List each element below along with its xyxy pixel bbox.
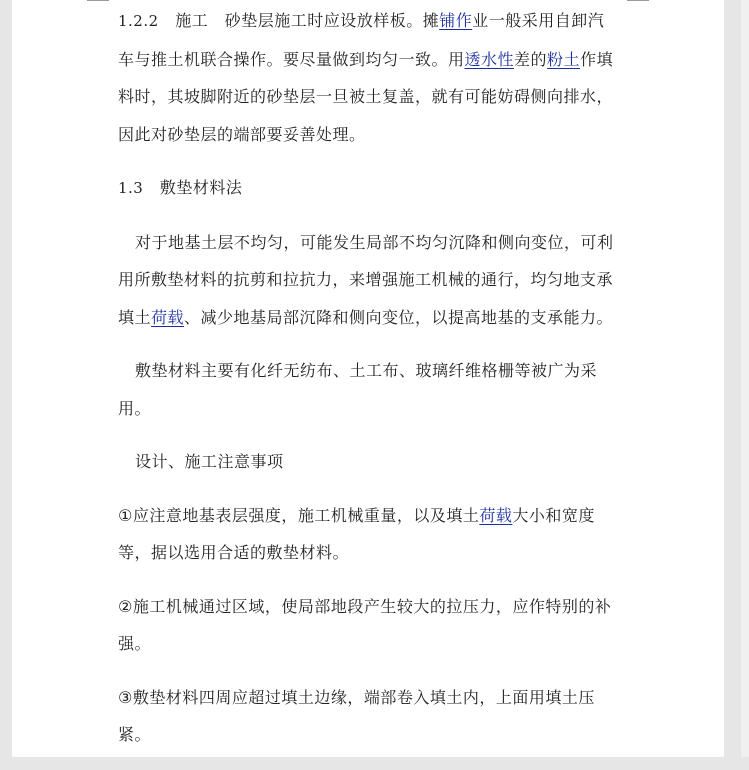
paragraph-note-3: ③敷垫材料四周应超过填土边缘，端部卷入填土内，上面用填土压紧。 xyxy=(118,687,595,744)
document-body xyxy=(118,2,618,770)
paragraph-text: 大小和宽度等，据以选用合适的敷垫材料。 xyxy=(118,505,595,562)
link-permeability[interactable]: 透水性 xyxy=(464,49,515,69)
section-number: 1.2.2 xyxy=(118,12,159,30)
paragraph-text: 业一般采用自卸汽车与推土机联合操作。要尽量做到均匀一致。用 xyxy=(118,11,605,69)
paragraph-uneven-ground xyxy=(118,224,618,337)
paragraph-text: 作填料时，其坡脚附近的砂垫层一旦被土复盖，就有可能妨碍侧向排水，因此对砂垫层的端部要妥善处理。 xyxy=(118,49,614,144)
link-pave[interactable]: 铺作 xyxy=(439,11,473,30)
paragraph-text: 、减少地基局部沉降和侧向变位，以提高地基的支承能力。 xyxy=(184,307,614,327)
paragraph-note-2: ②施工机械通过区域，使局部地段产生较大的拉压力，应作特别的补强。 xyxy=(118,596,612,653)
paragraph-materials: 敷垫材料主要有化纤无纺布、土工布、玻璃纤维格栅等被广为采用。 xyxy=(118,361,598,418)
paragraph-text: 对于地基土层不均匀，可能发生局部不均匀沉降和侧向变位，可利用所敷垫材料的抗剪和拉抗力，来增强施工机械的通行，均匀地支承填土 xyxy=(118,232,614,327)
paragraph-text: 施工 砂垫层施工时应设放样板。摊 xyxy=(175,11,440,30)
paragraph-note-1 xyxy=(118,497,618,572)
link-load[interactable]: 荷载 xyxy=(151,307,185,327)
paragraph-text: ①应注意地基表层强度，施工机械重量，以及填土 xyxy=(118,505,480,525)
scrollbar-track[interactable] xyxy=(741,0,749,757)
paragraph-text: 差的 xyxy=(514,49,548,69)
link-silt[interactable]: 粉土 xyxy=(547,49,581,69)
section-heading xyxy=(118,169,618,208)
section-title: 敷垫材料法 xyxy=(159,178,243,197)
link-load-2[interactable]: 荷载 xyxy=(479,505,513,525)
crop-mark-left xyxy=(87,0,109,3)
paragraph-design-notes-heading: 设计、施工注意事项 xyxy=(135,452,284,471)
paragraph-1-2-2 xyxy=(118,2,618,153)
section-number: 1.3 xyxy=(118,179,144,197)
crop-mark-right xyxy=(627,0,649,3)
